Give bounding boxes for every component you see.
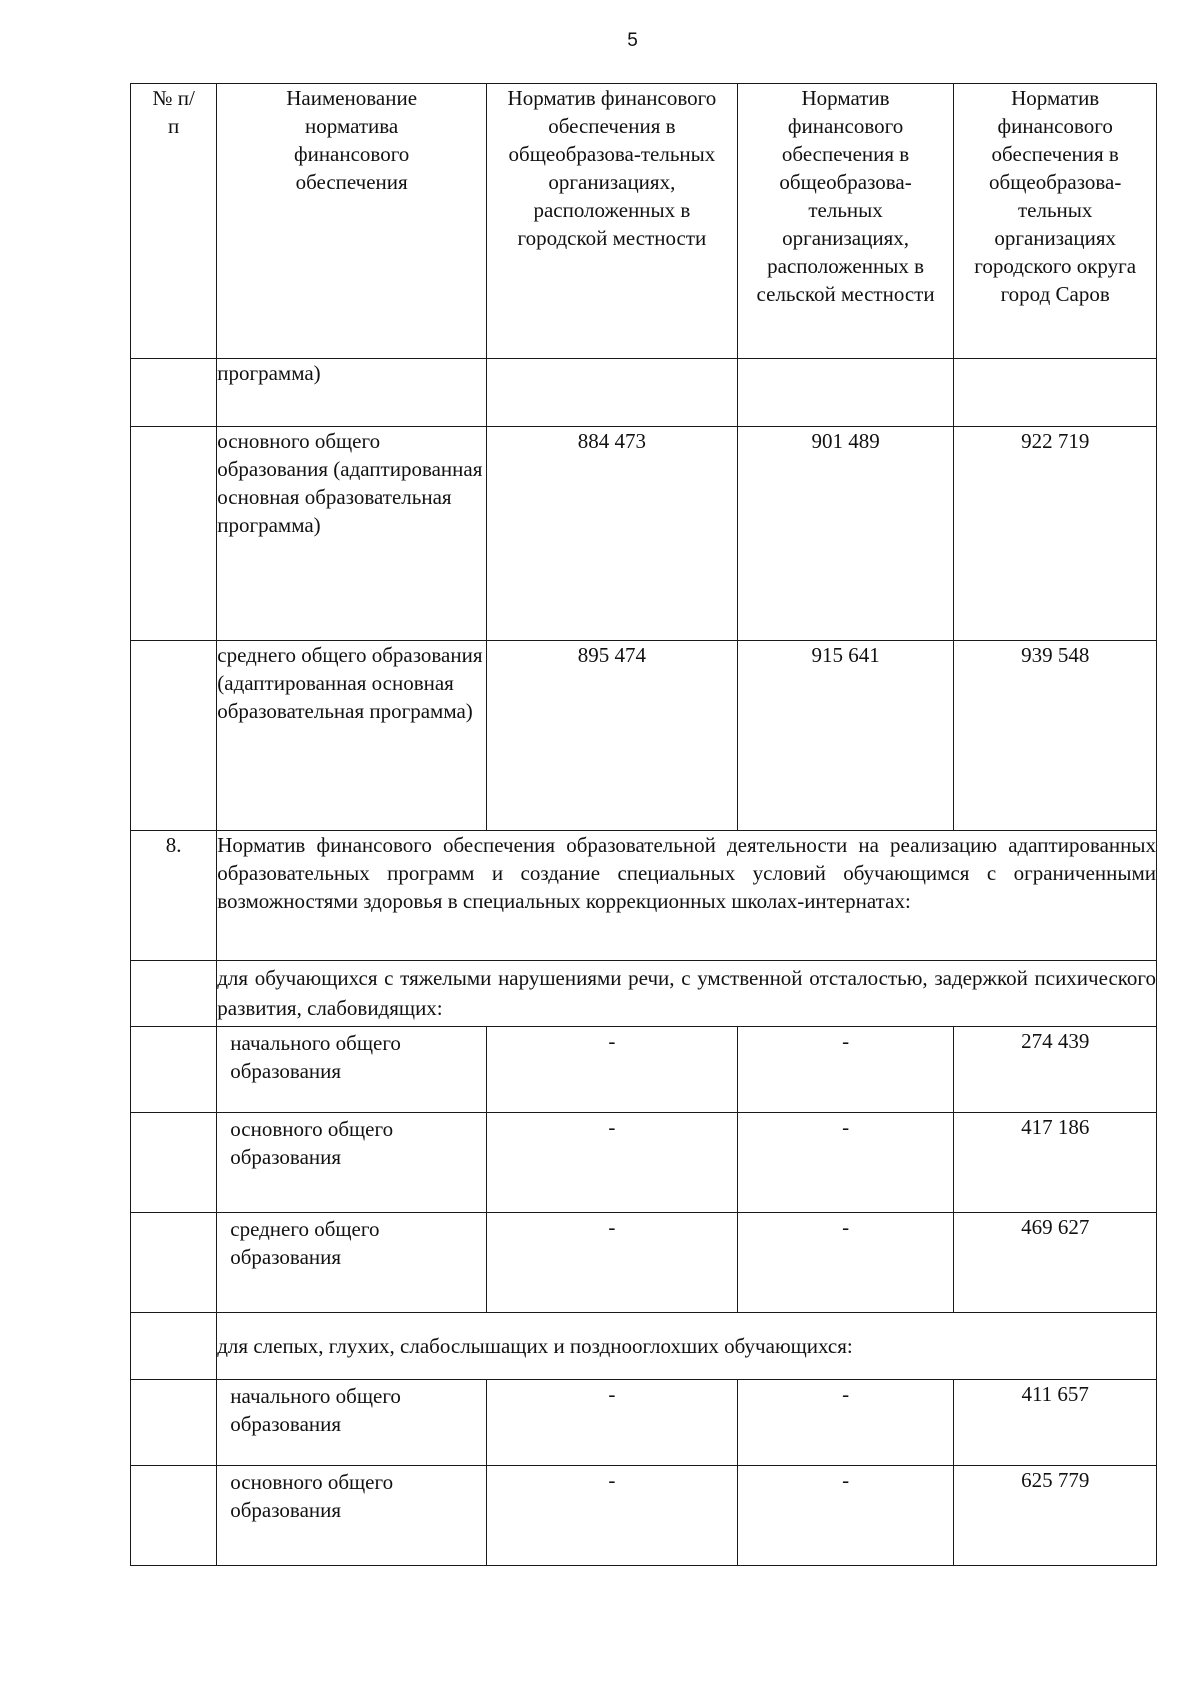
sarov-value: 417 186 bbox=[954, 1113, 1157, 1213]
norm-name-cell: среднего общего образования (адаптированная основная образовательная программа) bbox=[217, 641, 487, 831]
table-row bbox=[131, 641, 1157, 831]
page-number: 5 bbox=[627, 30, 638, 51]
rural-value: - bbox=[737, 1380, 954, 1466]
sarov-value: 411 657 bbox=[954, 1380, 1157, 1466]
header-urban: Норматив финансового обеспечения в общеобразова-тельных организациях, расположенных в городской местности bbox=[487, 84, 738, 359]
norm-name-cell: основного общего образования (адаптированная основная образовательная программа) bbox=[217, 427, 487, 641]
table-row bbox=[131, 427, 1157, 641]
group-title: для обучающихся с тяжелыми нарушениями речи, с умственной отсталостью, задержкой психического развития, слабовидящих: bbox=[217, 961, 1157, 1027]
group-title: для слепых, глухих, слабослышащих и позднооглохших обучающихся: bbox=[217, 1313, 1157, 1380]
sarov-value: 625 779 bbox=[954, 1466, 1157, 1566]
section-number: 8. bbox=[131, 831, 217, 961]
number-cell bbox=[131, 427, 217, 641]
section-8-title-row bbox=[131, 831, 1157, 961]
urban-value bbox=[487, 359, 738, 427]
urban-value: - bbox=[487, 1213, 738, 1313]
group-title-row bbox=[131, 961, 1157, 1027]
urban-value: - bbox=[487, 1466, 738, 1566]
sarov-value: 939 548 bbox=[954, 641, 1157, 831]
norm-name-cell: основного общего образования bbox=[217, 1113, 487, 1213]
sarov-value: 274 439 bbox=[954, 1027, 1157, 1113]
sarov-value bbox=[954, 359, 1157, 427]
urban-value: 895 474 bbox=[487, 641, 738, 831]
number-cell bbox=[131, 359, 217, 427]
urban-value: - bbox=[487, 1380, 738, 1466]
rural-value: - bbox=[737, 1113, 954, 1213]
group-title-row bbox=[131, 1313, 1157, 1380]
header-rural: Норматив финансового обеспечения в общеобразова-тельных организациях, расположенных в сельской местности bbox=[737, 84, 954, 359]
urban-value: 884 473 bbox=[487, 427, 738, 641]
rural-value: 901 489 bbox=[737, 427, 954, 641]
norm-name-cell: начального общего образования bbox=[217, 1380, 487, 1466]
header-number: № п/п bbox=[131, 84, 217, 359]
number-cell bbox=[131, 1466, 217, 1566]
sarov-value: 469 627 bbox=[954, 1213, 1157, 1313]
rural-value bbox=[737, 359, 954, 427]
urban-value: - bbox=[487, 1113, 738, 1213]
table-row bbox=[131, 1027, 1157, 1113]
header-norm-name: Наименование норматива финансового обеспечения bbox=[217, 84, 487, 359]
norm-name-cell: среднего общего образования bbox=[217, 1213, 487, 1313]
section-title: Норматив финансового обеспечения образовательной деятельности на реализацию адаптированных образовательных программ и создание специальных условий обучающимся с ограниченными возможностями здоровья в специальных коррекционных школах-интернатах: bbox=[217, 831, 1157, 961]
rural-value: - bbox=[737, 1213, 954, 1313]
table-row bbox=[131, 1466, 1157, 1566]
financing-norms-table bbox=[130, 83, 1157, 1566]
number-cell bbox=[131, 1213, 217, 1313]
number-cell bbox=[131, 1027, 217, 1113]
number-cell bbox=[131, 961, 217, 1027]
number-cell bbox=[131, 641, 217, 831]
norm-name-cell: начального общего образования bbox=[217, 1027, 487, 1113]
table-header-row bbox=[131, 84, 1157, 359]
table-row bbox=[131, 1380, 1157, 1466]
sarov-value: 922 719 bbox=[954, 427, 1157, 641]
urban-value: - bbox=[487, 1027, 738, 1113]
number-cell bbox=[131, 1380, 217, 1466]
rural-value: 915 641 bbox=[737, 641, 954, 831]
rural-value: - bbox=[737, 1027, 954, 1113]
table-row bbox=[131, 1113, 1157, 1213]
header-sarov: Норматив финансового обеспечения в общеобразова-тельных организациях городского округа город Саров bbox=[954, 84, 1157, 359]
number-cell bbox=[131, 1313, 217, 1380]
number-cell bbox=[131, 1113, 217, 1213]
table-row bbox=[131, 359, 1157, 427]
norm-name-cell: основного общего образования bbox=[217, 1466, 487, 1566]
norm-name-cell: программа) bbox=[217, 359, 487, 427]
table-row bbox=[131, 1213, 1157, 1313]
rural-value: - bbox=[737, 1466, 954, 1566]
